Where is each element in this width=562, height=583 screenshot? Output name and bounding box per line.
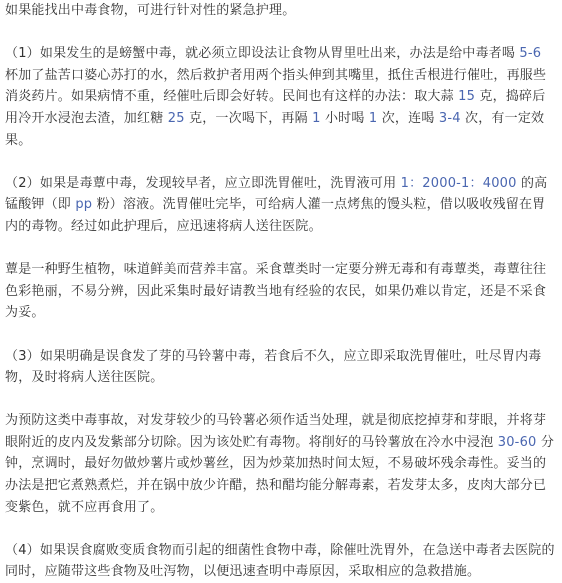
intro-paragraph: 如果能找出中毒食物，可进行针对性的紧急护理。 (5, 3, 296, 18)
number-highlight: 3-4 (438, 110, 461, 126)
text-run: 小时喝 (320, 110, 369, 126)
number-highlight: 1 (368, 110, 378, 126)
number-highlight: 1：2000-1：4000 (400, 175, 517, 191)
text-run: 粉）溶液。洗胃催吐完毕，可给病人灌一点烤焦的馒头粒，借以吸收残留在胃内的毒物。经过如此护理后，应迅速将病人送往医院。 (5, 197, 546, 234)
text-run: 杯加了盐苦口婆心苏打的水，然后救护者用两个指头伸到其嘴里，抵住舌根进行催吐，再服些消炎药片。如果病情不重，经催吐后即会好转。民间也有这样的办法：取大蒜 (5, 67, 547, 105)
paragraph-mushroom-info: 蕈是一种野生植物，味道鲜美而营养丰富。采食蕈类时一定要分辨无毒和有毒蕈类，毒蕈往往色彩艳丽，不易分辨，因此采集时最好请教当地有经验的农民，如果仍难以肯定，还是不采食为妥。 (5, 262, 547, 321)
paragraph-mushroom-poisoning (5, 173, 557, 238)
paragraph-bacterial-poisoning: （4）如果误食腐败变质食物而引起的细菌性食物中毒，除催吐洗胃外，在急送中毒者去医院的同时，应随带这些食物及吐泻物，以便迅速查明中毒原因，采取相应的急救措施。 (5, 542, 555, 580)
text-run: 次，有一定效果。 (5, 110, 545, 148)
paragraph-potato-prevention (5, 410, 557, 518)
number-highlight: 25 (167, 110, 185, 126)
paragraph-gap (5, 151, 557, 173)
number-highlight: 30-60 (497, 434, 537, 450)
number-highlight: 15 (458, 89, 476, 105)
number-highlight: 1 (312, 110, 321, 126)
text-run: 为预防这类中毒事故，对发芽较少的马铃薯必须作适当处理，就是彻底挖掉芽和芽眼，并将芽眼附近的皮内及发紫部分切除。因为该处贮有毒物。将削好的马铃薯放在冷水中浸泡 (5, 413, 547, 450)
paragraph-gap (5, 518, 557, 540)
text-run: 的高锰酸钾（即 (5, 175, 548, 213)
number-highlight: 5-6 (519, 46, 542, 62)
paragraph-potato-poisoning: （3）如果明确是误食发了芽的马铃薯中毒，若食后不久，应立即采取洗胃催吐，吐尽胃内毒物，及时将病人送往医院。 (5, 348, 542, 386)
paragraph-gap (5, 324, 557, 346)
paragraph-gap (5, 389, 557, 411)
text-run: （2）如果是毒蕈中毒，发现较早者，应立即洗胃催吐，洗胃液可用 (5, 175, 401, 191)
paragraph-gap (5, 22, 557, 44)
text-run: 次，连喝 (377, 110, 439, 126)
number-highlight: pp (75, 197, 93, 213)
text-run: （1）如果发生的是螃蟹中毒，就必须立即设法让食物从胃里吐出来，办法是给中毒者喝 (5, 46, 520, 62)
text-run: 克，捣碎后用冷开水浸泡去渣，加红糖 (5, 89, 546, 126)
text-run: 分钟，烹调时，最好勿做炒薯片或炒薯丝，因为炒菜加热时间太短，不易破坏残余毒性。妥当的办法是把它煮熟煮烂，并在锅中放少许醋，热和醋均能分解毒素，若发芽太多，皮肉大部分已变紫色，就不应再食用了。 (5, 434, 555, 515)
paragraph-crab-poisoning (5, 43, 557, 151)
paragraph-gap (5, 238, 557, 260)
text-run: 克，一次喝下，再隔 (184, 110, 313, 126)
